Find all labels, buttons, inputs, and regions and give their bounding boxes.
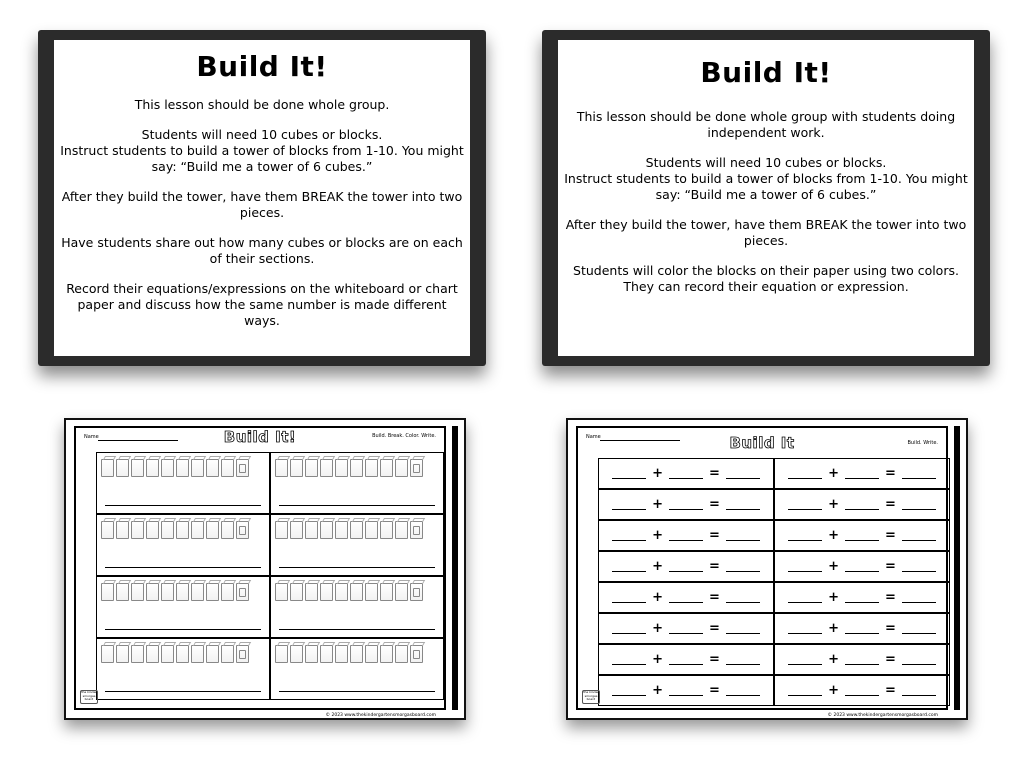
equation-write-line [105, 567, 261, 568]
cube-icon [275, 521, 288, 539]
cube-icon [206, 521, 219, 539]
card-line: This lesson should be done whole group with students doing independent work. [576, 109, 956, 140]
card-paragraph [558, 155, 974, 203]
instruction-card-whole-group [38, 30, 486, 366]
cube-icon [290, 459, 303, 477]
equation-write-line [105, 691, 261, 692]
cube-icon [395, 459, 408, 477]
addend-blank [612, 654, 646, 665]
sum-blank [726, 592, 760, 603]
equals-sign: = [709, 496, 720, 512]
cube-icon [101, 521, 114, 539]
cube-icon [290, 583, 303, 601]
sum-blank [902, 561, 936, 572]
side-band [954, 426, 960, 710]
plus-sign: + [652, 651, 663, 667]
sum-blank [902, 623, 936, 634]
equals-sign: = [885, 527, 896, 543]
copyright-footer: © 2023 www.thekindergartensmorgasboard.com [325, 713, 436, 718]
card-line: Students will need 10 cubes or blocks. [645, 155, 887, 170]
sum-blank [726, 654, 760, 665]
cube-icon [305, 521, 318, 539]
plus-sign: + [652, 620, 663, 636]
cube-icon [410, 583, 423, 601]
name-label: Name [586, 434, 601, 440]
side-band [452, 426, 458, 710]
addend-blank [788, 654, 822, 665]
cube-grid [96, 452, 444, 700]
sum-blank [726, 561, 760, 572]
sum-blank [902, 499, 936, 510]
equals-sign: = [885, 558, 896, 574]
addend-blank [845, 499, 879, 510]
plus-sign: + [652, 558, 663, 574]
cube-icon [146, 645, 159, 663]
brand-logo: the kinder smorgas board [582, 690, 600, 704]
equation-write-line [105, 629, 261, 630]
card-line: After they build the tower, have them BREAK the tower into two pieces. [565, 217, 967, 248]
plus-sign: + [828, 620, 839, 636]
card-paragraph [54, 97, 470, 113]
addend-blank [788, 685, 822, 696]
worksheet-directions: Build. Write. [907, 440, 938, 446]
card-line: Instruct students to build a tower of blocks from 1-10. You might say: “Build me a tower of 6 cubes.” [564, 171, 968, 202]
plus-sign: + [828, 589, 839, 605]
addend-blank [612, 499, 646, 510]
equals-sign: = [885, 496, 896, 512]
card-paragraph [54, 235, 470, 267]
cube-icon [320, 521, 333, 539]
plus-sign: + [828, 682, 839, 698]
card-line: Have students share out how many cubes or blocks are on each of their sections. [61, 235, 463, 266]
cube-icon [206, 645, 219, 663]
equals-sign: = [885, 620, 896, 636]
card-line: They can record their equation or expression. [623, 279, 909, 294]
equation-row [774, 675, 950, 706]
equation-row [774, 582, 950, 613]
cube-icon [146, 583, 159, 601]
addend-blank [669, 468, 703, 479]
cube-icon [275, 459, 288, 477]
cube-icon [236, 521, 249, 539]
cube-icon [236, 645, 249, 663]
card-paragraph [558, 217, 974, 249]
cube-icon [335, 459, 348, 477]
cube-icon [380, 521, 393, 539]
worksheet-directions: Build. Break. Color. Write. [372, 433, 436, 439]
cube-tower-box [270, 576, 444, 638]
sum-blank [726, 623, 760, 634]
cube-icon [320, 645, 333, 663]
cube-icon [350, 521, 363, 539]
instruction-card-panel [558, 40, 974, 356]
cube-icon [191, 583, 204, 601]
sum-blank [902, 654, 936, 665]
equals-sign: = [709, 527, 720, 543]
addend-blank [669, 561, 703, 572]
addend-blank [669, 623, 703, 634]
cube-icon [161, 583, 174, 601]
sum-blank [726, 499, 760, 510]
card-body [54, 97, 470, 329]
equals-sign: = [709, 682, 720, 698]
cube-tower [275, 521, 425, 539]
cube-icon [131, 645, 144, 663]
cube-icon [116, 645, 129, 663]
equals-sign: = [709, 651, 720, 667]
addend-blank [845, 561, 879, 572]
card-paragraph [558, 109, 974, 141]
card-paragraph [54, 189, 470, 221]
cube-icon [335, 645, 348, 663]
addend-blank [669, 654, 703, 665]
cube-icon [335, 521, 348, 539]
cube-icon [410, 645, 423, 663]
sum-blank [726, 685, 760, 696]
cube-icon [221, 459, 234, 477]
addend-blank [612, 592, 646, 603]
cube-icon [221, 521, 234, 539]
cube-tower-box [270, 514, 444, 576]
card-paragraph [558, 263, 974, 295]
cube-icon [191, 645, 204, 663]
cube-icon [395, 645, 408, 663]
equals-sign: = [885, 651, 896, 667]
cube-tower [275, 459, 425, 477]
equals-sign: = [709, 620, 720, 636]
card-line: Students will need 10 cubes or blocks. [141, 127, 383, 142]
cube-tower-box [96, 514, 270, 576]
cube-icon [131, 583, 144, 601]
addend-blank [669, 530, 703, 541]
card-title: Build It! [196, 50, 328, 83]
cube-tower-box [96, 452, 270, 514]
addend-blank [788, 530, 822, 541]
addend-blank [845, 592, 879, 603]
plus-sign: + [652, 496, 663, 512]
worksheet-frame [74, 426, 446, 718]
equation-write-line [279, 691, 435, 692]
cube-icon [176, 521, 189, 539]
card-line: After they build the tower, have them BREAK the tower into two pieces. [61, 189, 463, 220]
addend-blank [669, 685, 703, 696]
cube-icon [320, 583, 333, 601]
equation-row [598, 644, 774, 675]
equation-row [598, 675, 774, 706]
cube-icon [131, 459, 144, 477]
addend-blank [788, 623, 822, 634]
cube-icon [350, 645, 363, 663]
worksheet-build-write [566, 418, 968, 720]
cube-tower [101, 645, 251, 663]
addend-blank [845, 468, 879, 479]
worksheet-header [76, 428, 444, 448]
cube-icon [146, 459, 159, 477]
equation-write-line [105, 505, 261, 506]
cube-tower-box [96, 638, 270, 700]
addend-blank [845, 530, 879, 541]
cube-icon [116, 459, 129, 477]
plus-sign: + [828, 496, 839, 512]
equals-sign: = [885, 589, 896, 605]
cube-icon [365, 521, 378, 539]
addend-blank [612, 685, 646, 696]
equation-grid [598, 458, 946, 698]
plus-sign: + [652, 682, 663, 698]
cube-icon [350, 583, 363, 601]
cube-tower-box [96, 576, 270, 638]
cube-icon [305, 459, 318, 477]
cube-icon [290, 521, 303, 539]
card-line: Students will color the blocks on their paper using two colors. [573, 263, 959, 278]
equation-write-line [279, 629, 435, 630]
brand-logo: the kinder smorgas board [80, 690, 98, 704]
cube-icon [395, 583, 408, 601]
addend-blank [845, 623, 879, 634]
addend-blank [788, 561, 822, 572]
cube-icon [236, 459, 249, 477]
equation-row [598, 458, 774, 489]
cube-icon [305, 645, 318, 663]
sum-blank [902, 592, 936, 603]
addend-blank [845, 685, 879, 696]
cube-icon [410, 459, 423, 477]
equation-write-line [279, 567, 435, 568]
worksheet-build-break-color-write [64, 418, 466, 720]
cube-icon [101, 459, 114, 477]
instruction-card-panel [54, 40, 470, 356]
equals-sign: = [709, 558, 720, 574]
card-line: Record their equations/expressions on the whiteboard or chart paper and discuss how the same number is made different ways. [66, 281, 458, 328]
cube-tower [101, 583, 251, 601]
addend-blank [612, 623, 646, 634]
cube-tower [101, 521, 251, 539]
plus-sign: + [828, 527, 839, 543]
equation-row [598, 582, 774, 613]
equation-row [774, 613, 950, 644]
equation-write-line [279, 505, 435, 506]
cube-icon [290, 645, 303, 663]
equals-sign: = [709, 465, 720, 481]
name-label: Name [84, 434, 99, 440]
cube-icon [236, 583, 249, 601]
instruction-card-independent [542, 30, 990, 366]
cube-icon [395, 521, 408, 539]
cube-icon [116, 521, 129, 539]
cube-icon [116, 583, 129, 601]
card-title: Build It! [700, 56, 832, 89]
cube-icon [335, 583, 348, 601]
cube-icon [221, 645, 234, 663]
equals-sign: = [709, 589, 720, 605]
sum-blank [726, 468, 760, 479]
plus-sign: + [652, 527, 663, 543]
cube-icon [275, 583, 288, 601]
equation-row [774, 520, 950, 551]
cube-icon [350, 459, 363, 477]
cube-icon [161, 521, 174, 539]
cube-icon [380, 459, 393, 477]
worksheet-header [578, 428, 946, 452]
addend-blank [612, 530, 646, 541]
cube-tower [101, 459, 251, 477]
cube-icon [176, 583, 189, 601]
cube-icon [365, 459, 378, 477]
cube-icon [206, 459, 219, 477]
cube-icon [161, 459, 174, 477]
addend-blank [669, 499, 703, 510]
sum-blank [726, 530, 760, 541]
cube-icon [275, 645, 288, 663]
cube-icon [206, 583, 219, 601]
cube-icon [365, 583, 378, 601]
cube-icon [221, 583, 234, 601]
equation-row [598, 613, 774, 644]
cube-icon [305, 583, 318, 601]
cube-icon [380, 583, 393, 601]
sum-blank [902, 468, 936, 479]
addend-blank [788, 499, 822, 510]
cube-tower [275, 645, 425, 663]
plus-sign: + [828, 465, 839, 481]
addend-blank [669, 592, 703, 603]
cube-icon [176, 645, 189, 663]
addend-blank [612, 561, 646, 572]
equation-row [774, 551, 950, 582]
card-paragraph [54, 127, 470, 175]
card-body [558, 109, 974, 295]
addend-blank [845, 654, 879, 665]
plus-sign: + [828, 558, 839, 574]
cube-icon [161, 645, 174, 663]
cube-icon [146, 521, 159, 539]
worksheet-title: Build It [729, 434, 795, 452]
addend-blank [788, 592, 822, 603]
cube-icon [410, 521, 423, 539]
cube-icon [191, 521, 204, 539]
worksheet-frame [576, 426, 948, 718]
sum-blank [902, 685, 936, 696]
cube-icon [101, 645, 114, 663]
cube-tower-box [270, 452, 444, 514]
cube-icon [191, 459, 204, 477]
cube-icon [320, 459, 333, 477]
equals-sign: = [885, 682, 896, 698]
cube-icon [176, 459, 189, 477]
sum-blank [902, 530, 936, 541]
plus-sign: + [652, 465, 663, 481]
equation-row [598, 520, 774, 551]
cube-tower [275, 583, 425, 601]
worksheet-title: Build It! [223, 428, 297, 446]
equation-row [774, 489, 950, 520]
equation-row [598, 551, 774, 582]
addend-blank [612, 468, 646, 479]
equation-row [774, 644, 950, 675]
equation-row [598, 489, 774, 520]
plus-sign: + [652, 589, 663, 605]
copyright-footer: © 2023 www.thekindergartensmorgasboard.com [827, 713, 938, 718]
card-paragraph [54, 281, 470, 329]
addend-blank [788, 468, 822, 479]
plus-sign: + [828, 651, 839, 667]
cube-tower-box [270, 638, 444, 700]
equals-sign: = [885, 465, 896, 481]
equation-row [774, 458, 950, 489]
card-line: Instruct students to build a tower of blocks from 1-10. You might say: “Build me a tower of 6 cubes.” [60, 143, 464, 174]
card-line: This lesson should be done whole group. [134, 97, 390, 112]
cube-icon [131, 521, 144, 539]
cube-icon [380, 645, 393, 663]
cube-icon [101, 583, 114, 601]
cube-icon [365, 645, 378, 663]
